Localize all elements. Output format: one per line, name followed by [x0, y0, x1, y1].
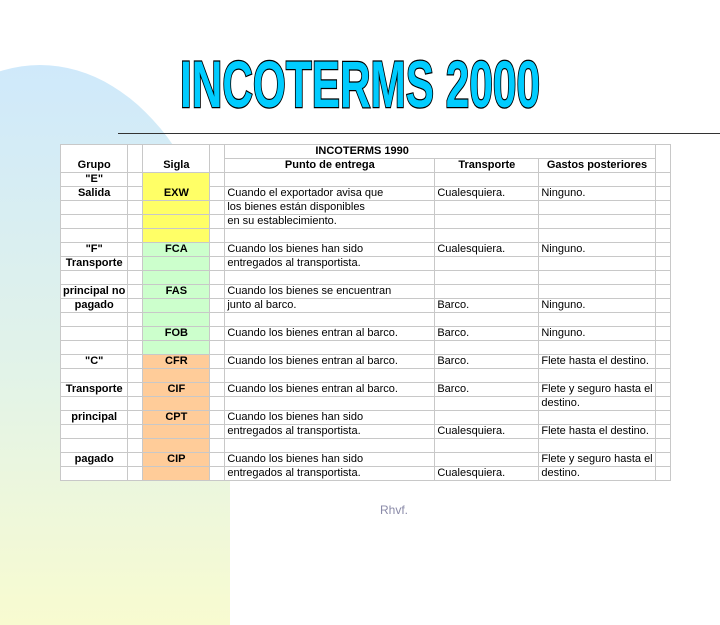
- incoterms-table: [60, 144, 671, 481]
- table-caption: INCOTERMS 1990: [225, 145, 655, 159]
- cpt-punto-2: entregados al transportista.: [225, 425, 435, 439]
- sigla-fas: FAS: [143, 285, 210, 299]
- cif-gastos-1: Flete y seguro hasta el: [539, 383, 655, 397]
- fob-gastos: Ninguno.: [539, 327, 655, 341]
- header-gastos: Gastos posteriores: [539, 159, 655, 173]
- cif-punto: Cuando los bienes entran al barco.: [225, 383, 435, 397]
- fca-transporte: Cualesquiera.: [435, 243, 539, 257]
- fas-transporte: Barco.: [435, 299, 539, 313]
- header-grupo: Grupo: [61, 159, 128, 173]
- cfr-transporte: Barco.: [435, 355, 539, 369]
- group-f-principal-no: principal no: [61, 285, 128, 299]
- cpt-gastos: Flete hasta el destino.: [539, 425, 655, 439]
- header-sigla: Sigla: [143, 159, 210, 173]
- group-f-label: "F": [61, 243, 128, 257]
- sigla-fob: FOB: [143, 327, 210, 341]
- group-c-principal: principal: [61, 411, 128, 425]
- exw-gastos: Ninguno.: [539, 187, 655, 201]
- exw-punto-1: Cuando el exportador avisa que: [225, 187, 435, 201]
- sigla-cfr: CFR: [143, 355, 210, 369]
- cfr-gastos: Flete hasta el destino.: [539, 355, 655, 369]
- cip-gastos-1: Flete y seguro hasta el: [539, 453, 655, 467]
- fas-punto-1: Cuando los bienes se encuentran: [225, 285, 435, 299]
- cpt-transporte: Cualesquiera.: [435, 425, 539, 439]
- header-punto: Punto de entrega: [225, 159, 435, 173]
- cfr-punto: Cuando los bienes entran al barco.: [225, 355, 435, 369]
- group-e-label: "E": [61, 173, 128, 187]
- exw-punto-2: los bienes están disponibles: [225, 201, 435, 215]
- exw-punto-3: en su establecimiento.: [225, 215, 435, 229]
- sigla-cpt: CPT: [143, 411, 210, 425]
- cif-transporte: Barco.: [435, 383, 539, 397]
- fca-gastos: Ninguno.: [539, 243, 655, 257]
- group-e-salida: Salida: [61, 187, 128, 201]
- sigla-cif: CIF: [143, 383, 210, 397]
- group-c-label: "C": [61, 355, 128, 369]
- slide-title: [175, 47, 545, 121]
- group-c-pagado: pagado: [61, 453, 128, 467]
- fas-punto-2: junto al barco.: [225, 299, 435, 313]
- footer-author: Rhvf.: [380, 503, 409, 517]
- fas-gastos: Ninguno.: [539, 299, 655, 313]
- cpt-punto-1: Cuando los bienes han sido: [225, 411, 435, 425]
- sigla-cip: CIP: [143, 453, 210, 467]
- title-divider: [118, 133, 720, 134]
- fob-punto: Cuando los bienes entran al barco.: [225, 327, 435, 341]
- group-c-transporte: Transporte: [61, 383, 128, 397]
- cif-gastos-2: destino.: [539, 397, 655, 411]
- cip-gastos-2: destino.: [539, 467, 655, 481]
- fob-transporte: Barco.: [435, 327, 539, 341]
- cip-punto-1: Cuando los bienes han sido: [225, 453, 435, 467]
- cip-punto-2: entregados al transportista.: [225, 467, 435, 481]
- exw-transporte: Cualesquiera.: [435, 187, 539, 201]
- group-f-transporte: Transporte: [61, 257, 128, 271]
- sigla-fca: FCA: [143, 243, 210, 257]
- header-transporte: Transporte: [435, 159, 539, 173]
- slide-title-text: INCOTERMS 2000: [180, 47, 540, 121]
- group-f-pagado: pagado: [61, 299, 128, 313]
- sigla-exw: EXW: [143, 187, 210, 201]
- cip-transporte: Cualesquiera.: [435, 467, 539, 481]
- fca-punto-1: Cuando los bienes han sido: [225, 243, 435, 257]
- fca-punto-2: entregados al transportista.: [225, 257, 435, 271]
